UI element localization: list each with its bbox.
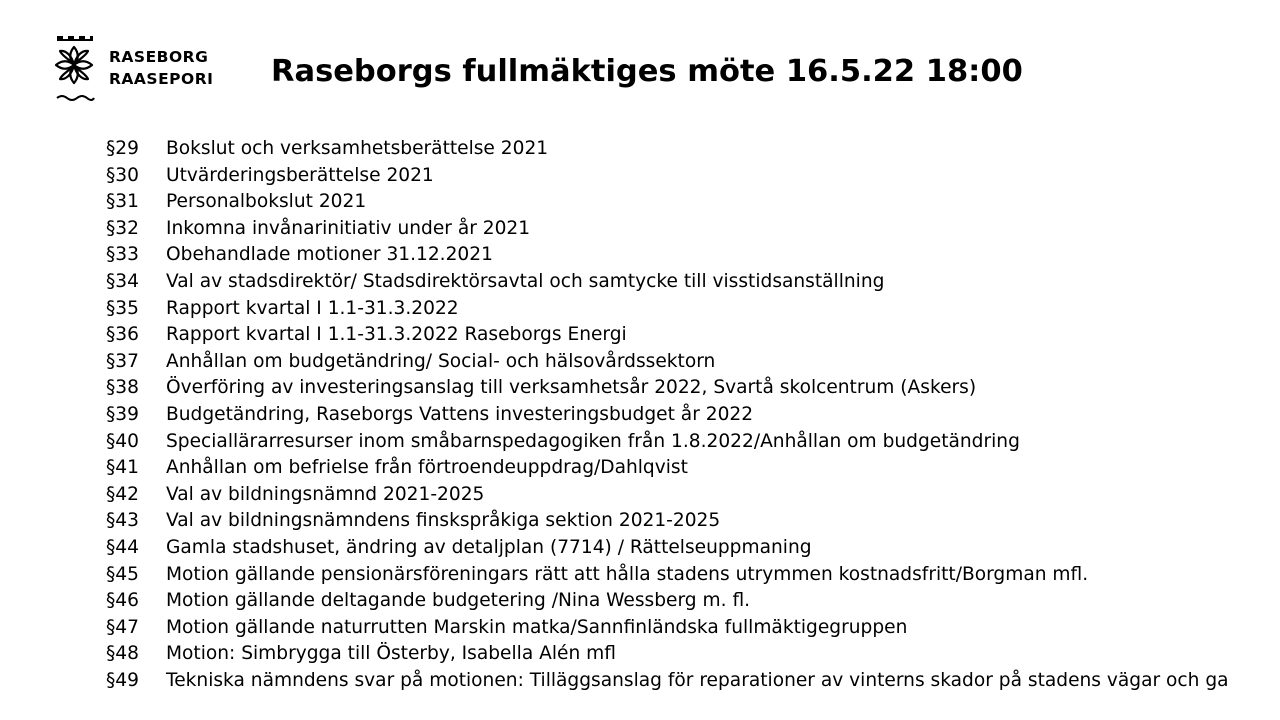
agenda-item-text: Gamla stadshuset, ändring av detaljplan (7714) / Rättelseuppmaning xyxy=(166,536,812,558)
agenda-item-text: Tekniska nämndens svar på motionen: Tilläggsanslag för reparationer av vinterns skador på stadens vägar och ga xyxy=(166,669,1229,691)
logo-wordmark xyxy=(109,46,213,90)
agenda-item-text: Personalbokslut 2021 xyxy=(166,191,367,213)
agenda-item-text: Motion gällande deltagande budgetering /Nina Wessberg m. fl. xyxy=(166,590,751,612)
agenda-item-number: §49 xyxy=(106,669,139,691)
agenda-item-number: §29 xyxy=(106,138,139,159)
logo-line-swedish: RASEBORG xyxy=(109,48,209,66)
agenda-item-number: §30 xyxy=(106,164,139,186)
agenda-item xyxy=(0,163,1280,190)
agenda-item-text: Bokslut och verksamhetsberättelse 2021 xyxy=(166,138,549,159)
agenda-item-number: §48 xyxy=(106,643,139,665)
agenda-item-text: Val av stadsdirektör/ Stadsdirektörsavtal och samtycke till visstidsanställning xyxy=(166,270,885,292)
agenda-item-number: §42 xyxy=(106,483,139,505)
agenda-item xyxy=(0,375,1280,402)
agenda-item xyxy=(0,588,1280,615)
raseborg-emblem-icon xyxy=(52,32,96,104)
agenda-item-number: §36 xyxy=(106,324,139,346)
agenda-item-number: §44 xyxy=(106,536,139,558)
agenda-item-text: Rapport kvartal I 1.1-31.3.2022 xyxy=(166,297,459,319)
agenda-list xyxy=(0,136,1280,694)
agenda-item xyxy=(0,429,1280,456)
agenda-item-number: §45 xyxy=(106,563,139,585)
agenda-item-text: Speciallärarresurser inom småbarnspedagogiken från 1.8.2022/Anhållan om budgetändring xyxy=(166,430,1020,452)
agenda-item-number: §33 xyxy=(106,244,139,266)
agenda-item xyxy=(0,641,1280,668)
agenda-item-number: §43 xyxy=(106,510,139,532)
agenda-item xyxy=(0,189,1280,216)
agenda-item xyxy=(0,296,1280,323)
agenda-item xyxy=(0,216,1280,243)
agenda-item xyxy=(0,668,1280,695)
agenda-item-text: Utvärderingsberättelse 2021 xyxy=(166,164,434,186)
agenda-item-number: §35 xyxy=(106,297,139,319)
agenda-item xyxy=(0,242,1280,269)
agenda-item xyxy=(0,455,1280,482)
agenda-item-text: Obehandlade motioner 31.12.2021 xyxy=(166,244,493,266)
logo-line-finnish: RAASEPORI xyxy=(109,70,214,88)
agenda-item-number: §40 xyxy=(106,430,139,452)
agenda-item xyxy=(0,402,1280,429)
agenda-item-number: §31 xyxy=(106,191,139,213)
agenda-item-text: Val av bildningsnämndens finskspråkiga sektion 2021-2025 xyxy=(166,510,721,532)
agenda-item xyxy=(0,482,1280,509)
agenda-item xyxy=(0,269,1280,296)
agenda-item xyxy=(0,535,1280,562)
agenda-item-text: Motion gällande pensionärsföreningars rätt att hålla stadens utrymmen kostnadsfritt/Borgman mfl. xyxy=(166,563,1089,585)
agenda-item xyxy=(0,322,1280,349)
agenda-item-number: §47 xyxy=(106,616,139,638)
agenda-item-number: §38 xyxy=(106,377,139,399)
agenda-item-text: Anhållan om befrielse från förtroendeuppdrag/Dahlqvist xyxy=(166,457,688,479)
agenda-item-text: Anhållan om budgetändring/ Social- och hälsovårdssektorn xyxy=(166,350,716,372)
agenda-item-text: Val av bildningsnämnd 2021-2025 xyxy=(166,483,485,505)
agenda-item-number: §34 xyxy=(106,270,139,292)
raseborg-logo xyxy=(52,32,222,104)
agenda-item xyxy=(0,562,1280,589)
agenda-item-number: §32 xyxy=(106,217,139,239)
agenda-item-number: §46 xyxy=(106,590,139,612)
agenda-item-number: §41 xyxy=(106,457,139,479)
agenda-item-text: Budgetändring, Raseborgs Vattens investeringsbudget år 2022 xyxy=(166,403,754,425)
agenda-item-text: Motion gällande naturrutten Marskin matka/Sannfinländska fullmäktigegruppen xyxy=(166,616,908,638)
agenda-item-text: Överföring av investeringsanslag till verksamhetsår 2022, Svartå skolcentrum (Askers) xyxy=(166,377,977,399)
agenda-item xyxy=(0,508,1280,535)
agenda-item-text: Motion: Simbrygga till Österby, Isabella Alén mfl xyxy=(166,643,616,665)
agenda-item xyxy=(0,349,1280,376)
agenda-item-text: Inkomna invånarinitiativ under år 2021 xyxy=(166,217,531,239)
page-title: Raseborgs fullmäktiges möte 16.5.22 18:00 xyxy=(271,54,1023,89)
agenda-item-number: §37 xyxy=(106,350,139,372)
agenda-item-text: Rapport kvartal I 1.1-31.3.2022 Raseborgs Energi xyxy=(166,324,627,346)
agenda-item xyxy=(0,615,1280,642)
agenda-item-number: §39 xyxy=(106,403,139,425)
agenda-item xyxy=(0,136,1280,163)
